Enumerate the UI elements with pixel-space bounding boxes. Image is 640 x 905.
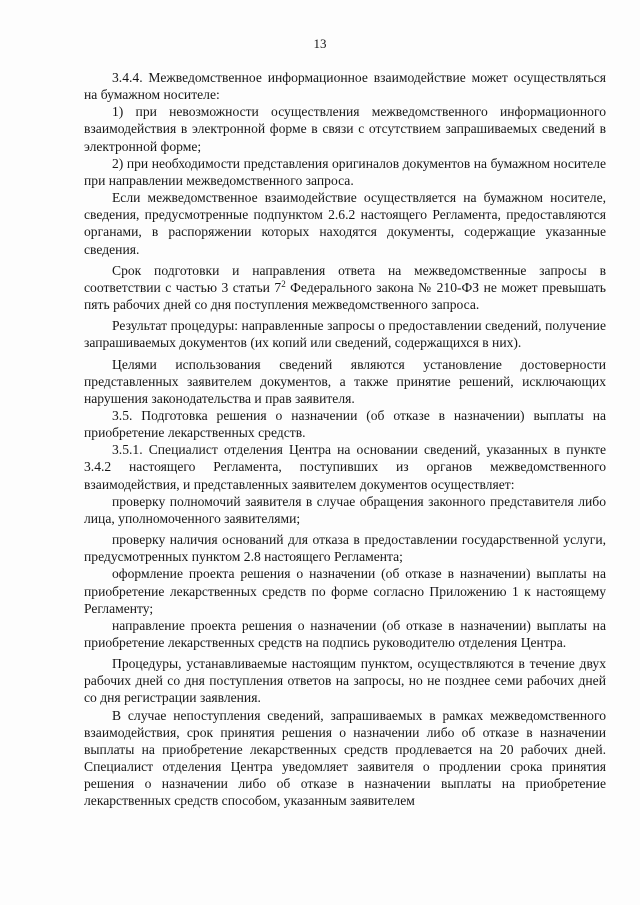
paragraph-3-5-1: 3.5.1. Специалист отделения Центра на основании сведений, указанных в пункте 3.4.2 настоящего Регламента, поступивших из органов межведомственного взаимодействия, и представленных заявителем документов осуществляет:	[84, 442, 606, 492]
paragraph-item-1: 1) при невозможности осуществления межведомственного информационного взаимодействия в электронной форме в связи с отсутствием запрашиваемых сведений в электронной форме;	[84, 104, 606, 154]
superscript-article: 2	[281, 278, 286, 289]
page-number: 13	[313, 36, 327, 51]
paragraph-draft-decision: оформление проекта решения о назначении (об отказе в назначении) выплаты на приобретение лекарственных средств по форме согласно Приложению 1 к настоящему Регламенту;	[84, 566, 606, 616]
deadline-text-end: Федерального закона № 210-ФЗ не может превышать пять рабочих дней со дня поступления межведомственного запроса.	[84, 279, 606, 313]
paragraph-deadline-extension: В случае непоступления сведений, запрашиваемых в рамках межведомственного взаимодействия, срок принятия решения о назначении либо об отказе в назначении выплаты на приобретение лекарственных средств продлевается на 20 рабочих дней. Специалист отделения Центра уведомляет заявителя о продлении срока принятия решения о назначении либо об отказе в назначении выплаты на приобретение лекарственных средств способом, указанным заявителем	[84, 707, 606, 809]
paragraph-3-5: 3.5. Подготовка решения о назначении (об отказе в назначении) выплаты на приобретение лекарственных средств.	[84, 407, 606, 441]
paragraph-usage-goals: Целями использования сведений являются установление достоверности представленных заявителем документов, а также принятие решений, исключающих нарушения законодательства и прав заявителя.	[84, 356, 606, 406]
paragraph-item-2: 2) при необходимости представления оригиналов документов на бумажном носителе при направлении межведомственного запроса.	[84, 155, 606, 188]
deadline-text-start: Срок подготовки и направления ответа на межведомственные запросы в соответствии с частью 3 статьи 7	[84, 262, 606, 295]
paragraph-check-refusal-grounds: проверку наличия оснований для отказа в предоставлении государственной услуги, предусмотренных пунктом 2.8 настоящего Регламента;	[84, 532, 606, 565]
paragraph-send-for-signature: направление проекта решения о назначении (об отказе в назначении) выплаты на приобретение лекарственных средств на подпись руководителю отделения Центра.	[84, 617, 606, 650]
paragraph-check-authority: проверку полномочий заявителя в случае обращения законного представителя либо лица, уполномоченного заявителями;	[84, 493, 606, 526]
paragraph-procedure-timing: Процедуры, устанавливаемые настоящим пунктом, осуществляются в течение двух рабочих дней со дня поступления ответов на запросы, но не позднее семи рабочих дней со дня регистрации заявления.	[84, 656, 606, 706]
paragraph-response-deadline	[84, 262, 606, 313]
paragraph-procedure-result: Результат процедуры: направленные запросы о предоставлении сведений, получение запрашиваемых документов (их копий или сведений, содержащихся в них).	[84, 318, 606, 351]
document-body	[84, 69, 606, 810]
paragraph-paper-exchange: Если межведомственное взаимодействие осуществляется на бумажном носителе, сведения, предусмотренные подпунктом 2.6.2 настоящего Регламента, предоставляются органами, в распоряжении которых находятся документы, содержащие указанные сведения.	[84, 190, 606, 257]
paragraph-3-4-4: 3.4.4. Межведомственное информационное взаимодействие может осуществляться на бумажном носителе:	[84, 70, 606, 103]
